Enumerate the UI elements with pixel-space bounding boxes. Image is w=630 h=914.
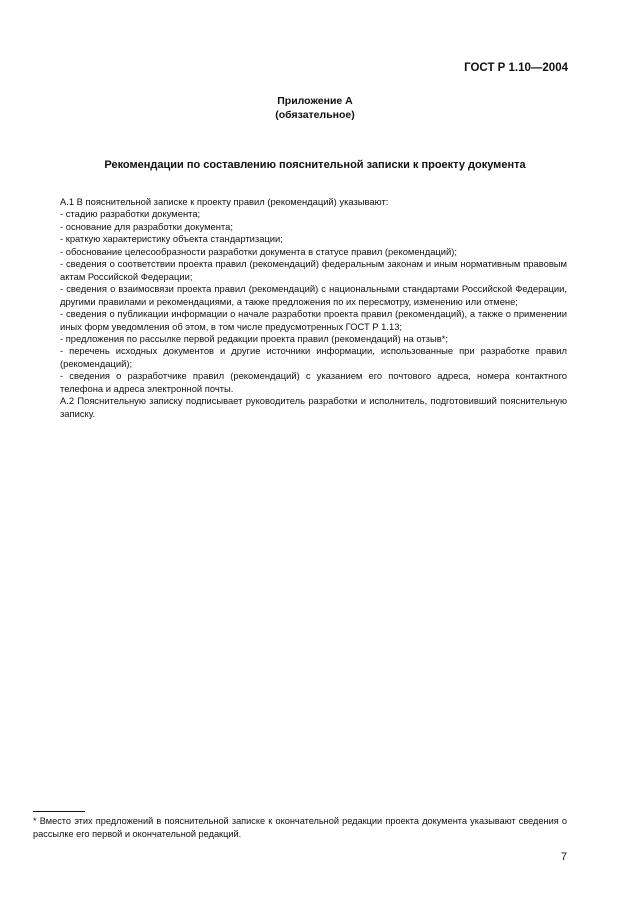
annex-heading bbox=[0, 94, 630, 122]
list-item: - сведения о публикации информации о начале разработки проекта правил (рекомендаций), а также о применении иных форм уведомления об этом, в том числе предусмотренных ГОСТ Р 1.13; bbox=[60, 308, 567, 332]
list-item: - основание для разработки документа; bbox=[60, 220, 233, 232]
annex-body bbox=[60, 196, 567, 420]
document-title: Рекомендации по составлению пояснительной записки к проекту документа bbox=[104, 159, 526, 171]
footnote: * Вместо этих предложений в пояснительной записке к окончательной редакции проекта документа указывают сведения о рассылке его первой и окончательной редакций. bbox=[33, 816, 567, 839]
list-item: - стадию разработки документа; bbox=[60, 208, 201, 220]
list-item: - перечень исходных документов и другие источники информации, использованные при разработке правил (рекомендаций); bbox=[60, 345, 567, 369]
list-item: - предложения по рассылке первой редакции проекта правил (рекомендаций) на отзыв*; bbox=[60, 332, 448, 344]
list-item: - обоснование целесообразности разработки документа в статусе правил (рекомендаций); bbox=[60, 245, 457, 257]
list-item: - краткую характеристику объекта стандартизации; bbox=[60, 233, 283, 245]
annex-title: Приложение А bbox=[277, 95, 353, 107]
document-header-code: ГОСТ Р 1.10—2004 bbox=[464, 62, 568, 74]
paragraph: А.1 В пояснительной записке к проекту правил (рекомендаций) указывают: bbox=[60, 196, 389, 207]
footnote-rule bbox=[33, 811, 85, 812]
page-number: 7 bbox=[560, 851, 567, 863]
list-item: - сведения о разработчике правил (рекомендаций) с указанием его почтового адреса, номера контактного телефона и адреса электронной почты. bbox=[60, 370, 567, 394]
list-item: - сведения о соответствии проекта правил (рекомендаций) федеральным законам и иным нормативным правовым актам Российской Федерации; bbox=[60, 258, 567, 282]
list-item: - сведения о взаимосвязи проекта правил (рекомендаций) с национальными стандартами Российской Федерации, другими правилами и рекомендациями, а также предложения по их пересмотру, изменению или отмене; bbox=[60, 283, 567, 307]
paragraph: А.2 Пояснительную записку подписывает руководитель разработки и исполнитель, подготовивший пояснительную записку. bbox=[60, 395, 567, 419]
annex-status: (обязательное) bbox=[275, 109, 355, 121]
